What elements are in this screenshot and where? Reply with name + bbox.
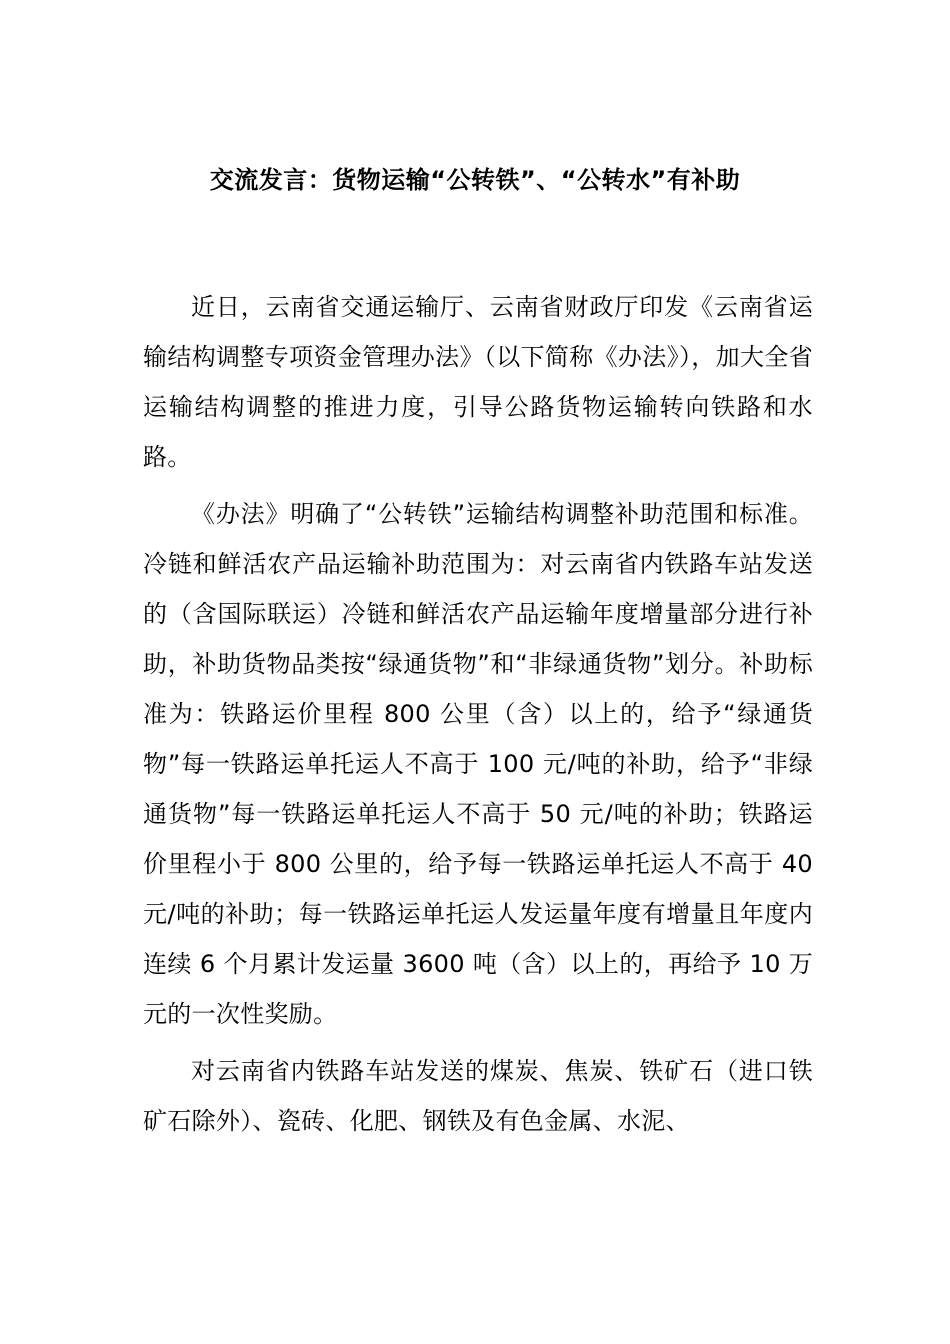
paragraph-1: 近日，云南省交通运输厅、云南省财政厅印发《云南省运输结构调整专项资金管理办法》（以下简称《办法》），加大全省运输结构调整的推进力度，引导公路货物运输转向铁路和水路。 bbox=[143, 293, 813, 471]
document-body bbox=[143, 282, 813, 1153]
document-title: 交流发言：货物运输“公转铁”、“公转水”有补助 bbox=[209, 166, 741, 194]
paragraph-2: 《办法》明确了“公转铁”运输结构调整补助范围和标准。冷链和鲜活农产品运输补助范围为：对云南省内铁路车站发送的（含国际联运）冷链和鲜活农产品运输年度增量部分进行补助，补助货物品类按“绿通货物”和“非绿通货物”划分。补助标准为：铁路运价里程 800 公里（含）以上的，给予“绿通货物”每一铁路运单托运人不高于 100 元/吨的补助，给予“非绿通货物”每一铁路运单托运人不高于 50 元/吨的补助；铁路运价里程小于 800 公里的，给予每一铁路运单托运人不高于 40 元/吨的补助；每一铁路运单托运人发运量年度有增量且年度内连续 6 个月累计发运量 3600 吨（含）以上的，再给予 10 万元的一次性奖励。 bbox=[143, 500, 813, 1028]
paragraph-3: 对云南省内铁路车站发送的煤炭、焦炭、铁矿石（进口铁矿石除外）、瓷砖、化肥、钢铁及有色金属、水泥、 bbox=[143, 1057, 813, 1135]
